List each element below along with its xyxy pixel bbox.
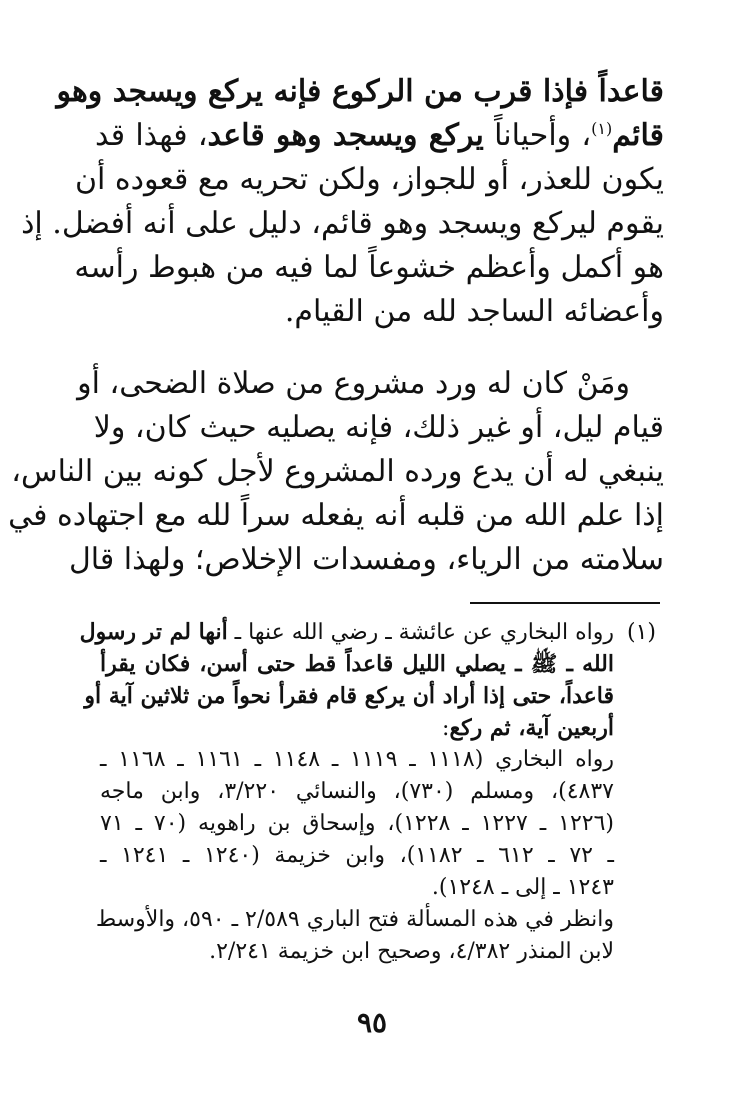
footnote-line: ١٢٤٣ ـ إلى ـ ١٢٤٨). [431,875,614,900]
footnote-line: رواه البخاري (١١١٨ ـ ١١١٩ ـ ١١٤٨ ـ ١١٦١ ـ ١١٦٨ ـ [100,747,614,772]
footnote-line: (١)رواه البخاري عن عائشة ـ رضي الله عنها ـ أنها لم تر رسول [100,616,656,648]
text-line: يكون للعذر، أو للجواز، ولكن تحريه مع قعوده أن [75,162,664,197]
footnote-line: ـ ٧٢ ـ ٦١٢ ـ ١١٨٢)، وابن خزيمة (١٢٤٠ ـ ١٢٤١ ـ [100,843,614,868]
text-line: قيام ليل، أو غير ذلك، فإنه يصليه حيث كان، ولا [93,410,664,445]
footnote-number: (١) [626,620,656,645]
paragraph-2 [8,362,664,582]
footnote-separator [470,602,660,604]
footnote-line: وانظر في هذه المسألة فتح الباري ٢/٥٨٩ ـ ٥٩٠، والأوسط [95,907,614,932]
main-text [8,70,665,582]
text-line: قاعداً فإذا قرب من الركوع فإنه يركع ويسجد وهو [56,74,664,109]
footnote-marker: (١) [591,119,613,138]
footnote-line: قاعداً، حتى إذا أراد أن يركع قام فقرأ نحواً من ثلاثين آية أو [84,683,614,709]
page-number: ٩٥ [356,1006,388,1039]
paragraph-1 [21,70,665,334]
footnote-line: الله ـ ﷺ ـ يصلي الليل قاعداً قط حتى أسن، فكان يقرأ [100,651,614,677]
text-line: قائم$^{(١)}$، وأحياناً يركع ويسجد وهو قاعد، فهذا قد [95,118,665,153]
text-line: يقوم ليركع ويسجد وهو قائم، دليل على أنه أفضل. إذ [21,206,664,241]
footnote-line: (١٢٢٦ ـ ١٢٢٧ ـ ١٢٢٨)، وإسحاق بن راهويه (٧٠ ـ ٧١ [100,811,614,836]
text-line: إذا علم الله من قلبه أنه يفعله سراً لله مع اجتهاده في [8,498,664,533]
footnote-line: أربعين آية، ثم ركع: [442,715,614,741]
footnote-line: ٤٨٣٧)، ومسلم (٧٣٠)، والنسائي ٣/٢٢٠، وابن ماجه [100,779,614,804]
footnotes [79,616,656,968]
text-line: وأعضائه الساجد لله من القيام. [284,294,664,329]
footnote-line: لابن المنذر ٤/٣٨٢، وصحيح ابن خزيمة ٢/٢٤١. [209,939,614,964]
text-line: ومَنْ كان له ورد مشروع من صلاة الضحى، أو [77,366,630,401]
text-line: سلامته من الرياء، ومفسدات الإخلاص؛ ولهذا قال [68,542,664,577]
text-line: هو أكمل وأعظم خشوعاً لما فيه من هبوط رأسه [74,250,664,285]
text-line: ينبغي له أن يدع ورده المشروع لأجل كونه بين الناس، [11,454,664,489]
